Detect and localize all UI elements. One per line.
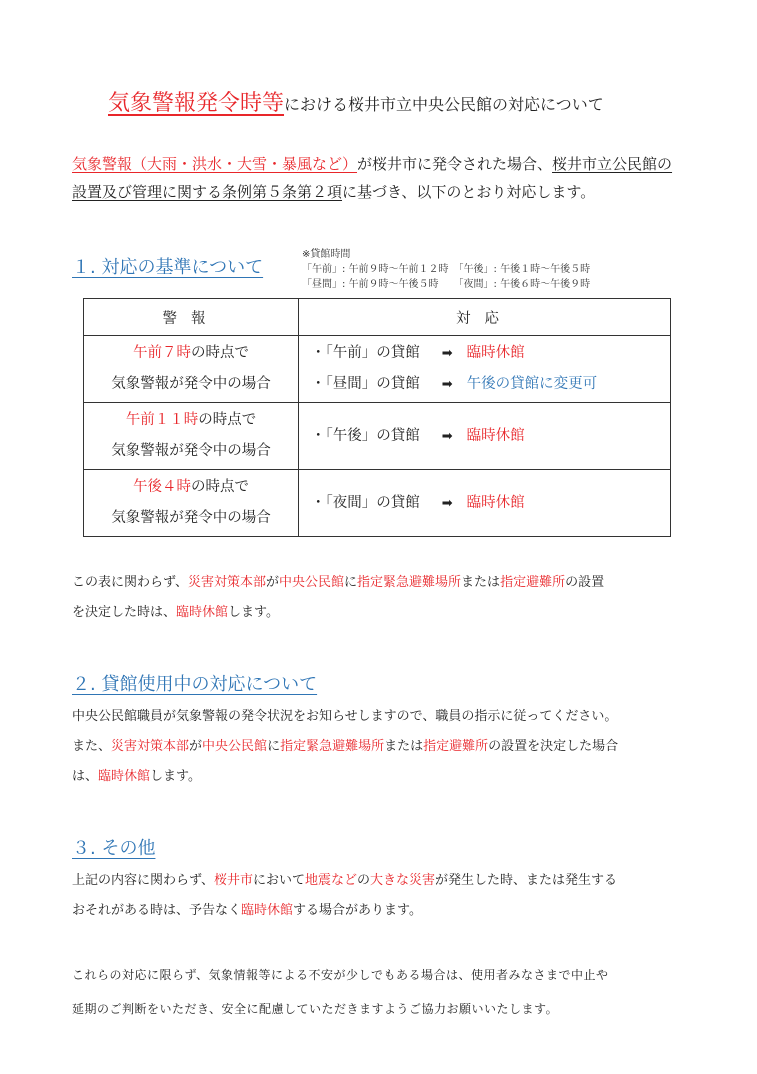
text: を決定した時は、: [72, 605, 177, 620]
text: または: [384, 739, 424, 754]
highlight: 災害対策本部: [187, 575, 266, 590]
text: 上記の内容に関わらず、: [72, 873, 214, 888]
action-label: ・「午前」の貸館: [311, 345, 420, 361]
text: において: [252, 873, 305, 888]
action-result: 臨時休館: [466, 427, 525, 444]
text: の: [357, 873, 371, 888]
text: が: [265, 575, 279, 590]
para-line: 延期のご判断をいただき、安全に配慮していただきますようご協力お願いいたします。: [72, 1002, 559, 1016]
table-row: [84, 403, 671, 470]
table-cell-condition: [84, 403, 299, 470]
text: する場合があります。: [293, 903, 422, 918]
condition-text: 気象警報が発令中の場合: [111, 443, 271, 459]
action-label: ・「午後」の貸館: [311, 427, 420, 444]
highlight: 指定避難所: [423, 739, 489, 754]
action-line: [311, 421, 669, 452]
table-header-warning: 警報: [84, 299, 299, 336]
text: が: [189, 739, 203, 754]
highlight: 臨時休館: [241, 903, 294, 918]
text: おそれがある時は、予告なく: [72, 903, 242, 918]
section-heading-3: ３. その他: [72, 838, 156, 859]
highlight: 指定緊急避難場所: [357, 575, 462, 590]
highlight: 指定緊急避難場所: [280, 739, 385, 754]
table-row: [84, 470, 671, 537]
highlight: 大きな災害: [370, 873, 436, 888]
action-result: 臨時休館: [466, 345, 525, 361]
page-title-rest: における桜井市立中央公民館の対応について: [284, 95, 604, 114]
para-line: [72, 732, 692, 762]
action-line: [311, 369, 669, 400]
intro-line-1: [72, 150, 712, 178]
action-result: 臨時休館: [466, 494, 525, 511]
note-line: ※貸館時間: [302, 249, 351, 260]
para-line: [72, 568, 692, 598]
para-line: 中央公民館職員が気象警報の発令状況をお知らせしますので、職員の指示に従ってください。: [72, 709, 618, 724]
highlight: 桜井市: [213, 873, 253, 888]
text: が発生した時、または発生する: [435, 873, 618, 888]
highlight: 中央公民館: [279, 575, 345, 590]
condition-text: 気象警報が発令中の場合: [111, 376, 271, 392]
condition-time: 午後４時: [133, 479, 191, 495]
intro-text: が桜井市に発令された場合、: [357, 155, 553, 173]
highlight: 臨時休館: [176, 605, 229, 620]
section-2-paragraph: [72, 702, 692, 792]
text: の設置: [565, 575, 605, 590]
condition-suffix: の時点で: [191, 345, 249, 361]
condition-suffix: の時点で: [198, 412, 257, 428]
para-line: [72, 896, 692, 926]
section-3-paragraph: [72, 866, 692, 926]
rental-hours-note: [302, 247, 590, 292]
para-line: [72, 866, 692, 896]
para-line: これらの対応に限らず、気象情報等による不安が少しでもある場合は、使用者みなさまで中止や: [72, 968, 609, 982]
right-arrow-icon: ➡: [441, 428, 453, 444]
highlight: 臨時休館: [98, 769, 151, 784]
text: この表に関わらず、: [72, 575, 188, 590]
text: は、: [72, 769, 99, 784]
right-arrow-icon: ➡: [441, 377, 453, 392]
action-line: [311, 338, 669, 369]
table-cell-actions: [299, 403, 671, 470]
highlight: 中央公民館: [202, 739, 268, 754]
response-criteria-table: [83, 298, 671, 537]
table-footnote-paragraph: [72, 568, 692, 628]
table-cell-condition: [84, 336, 299, 403]
action-line: [311, 488, 669, 519]
text: または: [461, 575, 501, 590]
condition-suffix: の時点で: [191, 479, 249, 495]
table-cell-condition: [84, 470, 299, 537]
section-heading-1: １. 対応の基準について: [72, 257, 264, 278]
text: します。: [150, 769, 201, 784]
closing-paragraph: [72, 958, 692, 1026]
intro-paragraph: [72, 150, 712, 206]
action-result: 午後の貸館に変更可: [466, 376, 598, 392]
para-line: [72, 762, 692, 792]
table-header-row: [84, 299, 671, 336]
section-heading-2: ２. 貸館使用中の対応について: [72, 674, 318, 695]
right-arrow-icon: ➡: [441, 495, 453, 511]
text: に: [344, 575, 358, 590]
intro-text: に基づき、以下のとおり対応します。: [342, 183, 596, 201]
condition-time: 午前７時: [133, 345, 191, 361]
intro-line-2: [72, 178, 712, 206]
text: に: [267, 739, 281, 754]
text: します。: [228, 605, 279, 620]
condition-text: 気象警報が発令中の場合: [111, 510, 271, 526]
text: また、: [72, 739, 112, 754]
right-arrow-icon: ➡: [441, 346, 453, 361]
table-row: [84, 336, 671, 403]
action-label: ・「夜間」の貸館: [311, 494, 420, 511]
intro-warning-types: 気象警報（大雨・洪水・大雪・暴風など）: [72, 155, 358, 173]
table-cell-actions: [299, 470, 671, 537]
intro-ordinance-article: 設置及び管理に関する条例第５条第２項: [72, 183, 343, 201]
highlight: 指定避難所: [500, 575, 566, 590]
table-cell-actions: [299, 336, 671, 403]
action-label: ・「昼間」の貸館: [311, 376, 420, 392]
page-title: [108, 86, 604, 117]
highlight: 地震など: [305, 873, 358, 888]
highlight: 災害対策本部: [111, 739, 190, 754]
page-title-highlight: 気象警報発令時等: [108, 91, 285, 116]
para-line: [72, 598, 692, 628]
condition-time: 午前１１時: [125, 412, 199, 428]
intro-ordinance-name: 桜井市立公民館の: [552, 155, 673, 173]
table-header-response: 対応: [299, 299, 671, 336]
note-line: 「昼間」: 午前９時～午後５時 「夜間」: 午後６時～午後９時: [302, 279, 591, 290]
text: の設置を決定した場合: [488, 739, 619, 754]
note-line: 「午前」: 午前９時～午前１２時 「午後」: 午後１時～午後５時: [302, 264, 591, 275]
